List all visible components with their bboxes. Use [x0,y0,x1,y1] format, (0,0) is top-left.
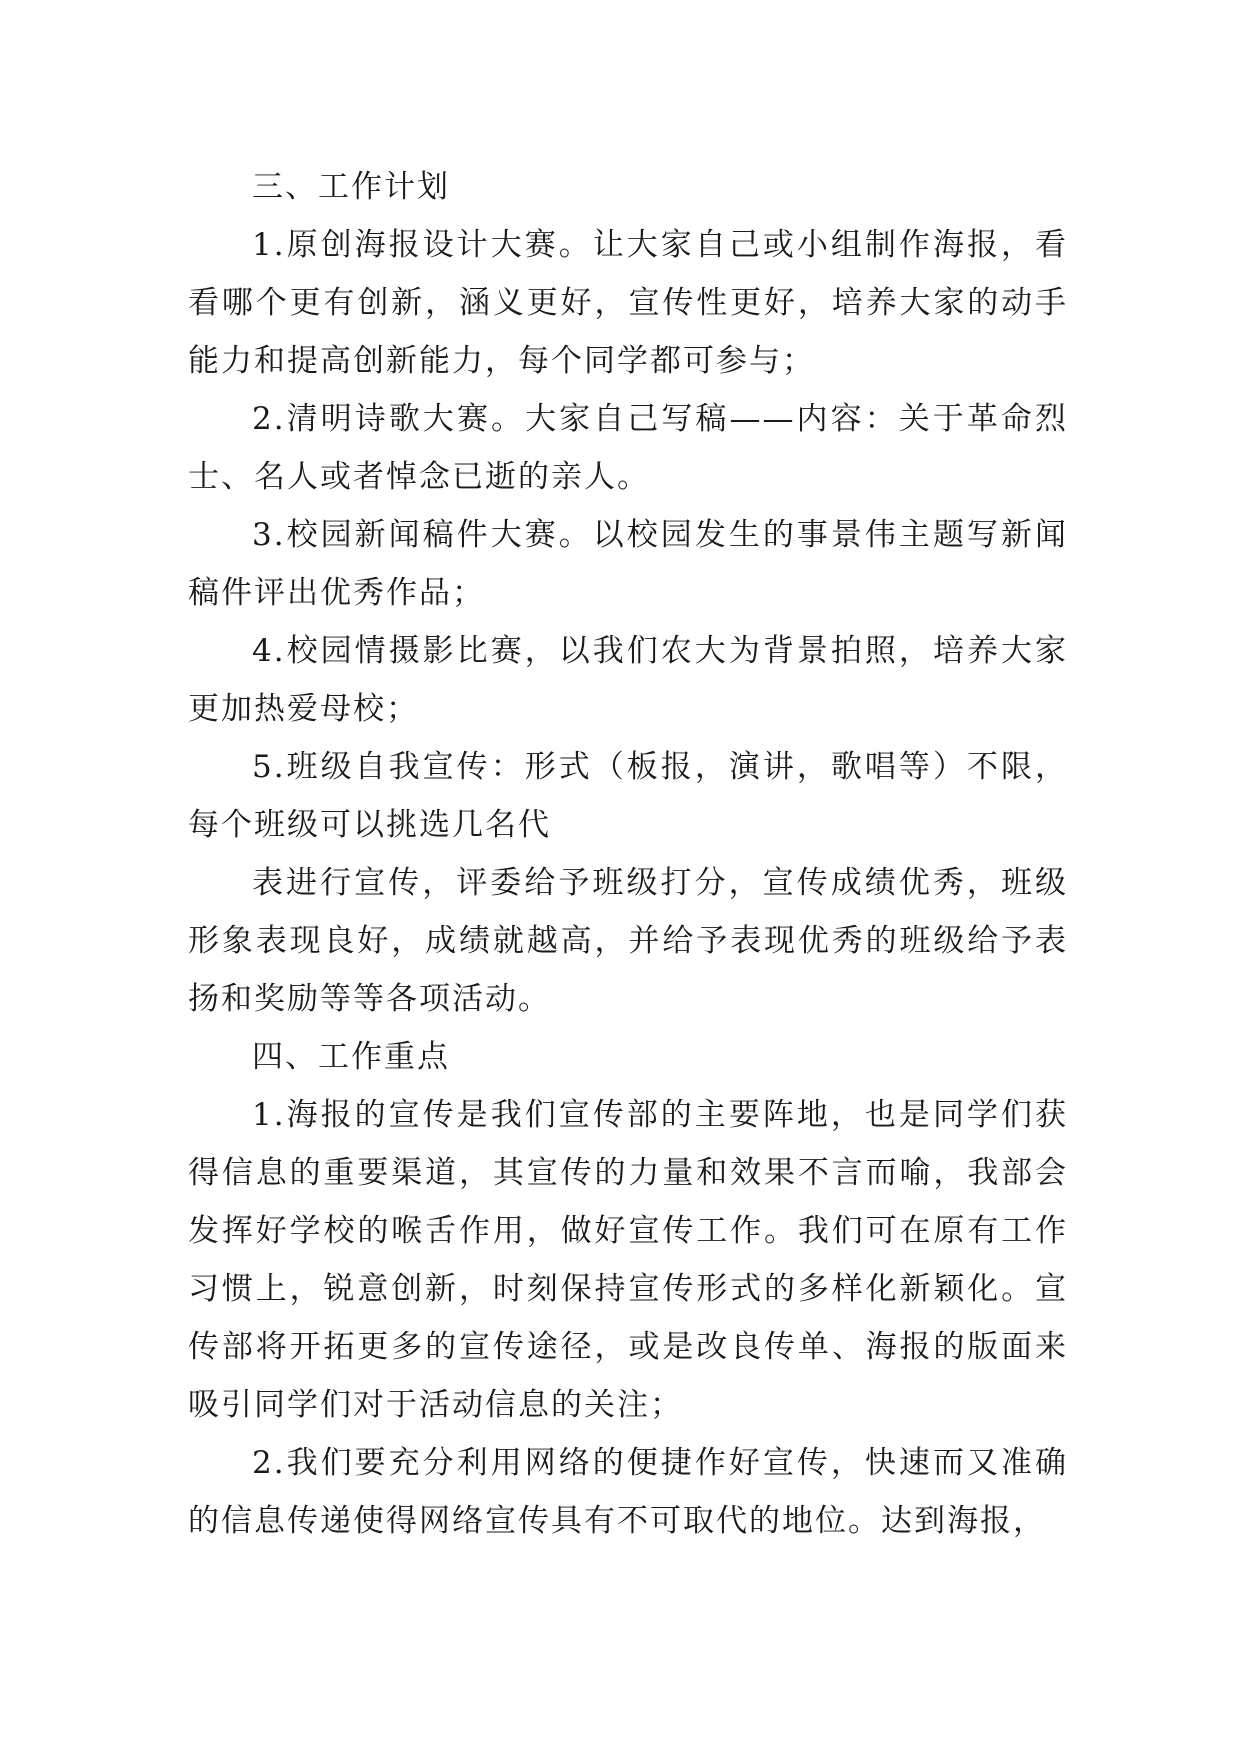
section-heading-work-plan: 三、工作计划 [252,169,450,205]
section-heading-work-focus: 四、工作重点 [252,1039,450,1075]
work-plan-item-5-continued: 表进行宣传，评委给予班级打分，宣传成绩优秀，班级形象表现良好，成绩就越高，并给予表现优秀的班级给予表扬和奖励等等各项活动。 [188,865,1068,1017]
work-plan-item-2: 2.清明诗歌大赛。大家自己写稿——内容：关于革命烈士、名人或者悼念已逝的亲人。 [188,401,1068,495]
work-plan-item-4: 4.校园情摄影比赛，以我们农大为背景拍照，培养大家更加热爱母校； [188,633,1068,727]
work-plan-item-3: 3.校园新闻稿件大赛。以校园发生的事景伟主题写新闻稿件评出优秀作品； [188,517,1068,611]
document-body [188,158,1068,1550]
work-plan-item-5: 5.班级自我宣传：形式（板报，演讲，歌唱等）不限，每个班级可以挑选几名代 [188,749,1068,843]
work-focus-item-2: 2.我们要充分利用网络的便捷作好宣传，快速而又准确的信息传递使得网络宣传具有不可取代的地位。达到海报， [188,1445,1068,1539]
work-plan-item-1: 1.原创海报设计大赛。让大家自己或小组制作海报，看看哪个更有创新，涵义更好，宣传性更好，培养大家的动手能力和提高创新能力，每个同学都可参与； [188,227,1068,379]
work-focus-item-1: 1.海报的宣传是我们宣传部的主要阵地，也是同学们获得信息的重要渠道，其宣传的力量和效果不言而喻，我部会发挥好学校的喉舌作用，做好宣传工作。我们可在原有工作习惯上，锐意创新，时刻保持宣传形式的多样化新颖化。宣传部将开拓更多的宣传途径，或是改良传单、海报的版面来吸引同学们对于活动信息的关注； [188,1097,1068,1423]
